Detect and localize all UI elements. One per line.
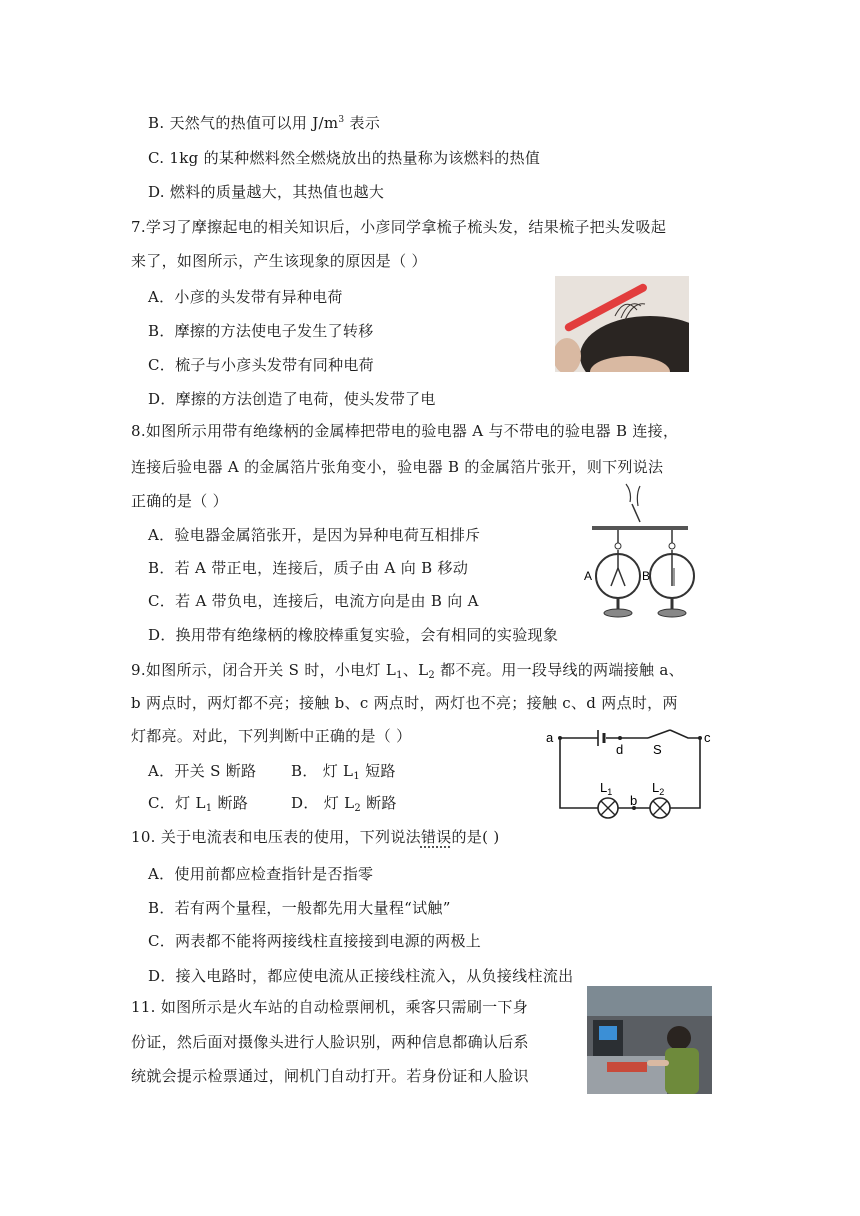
q6-option-d: D. 燃料的质量越大，其热值也越大 xyxy=(148,183,385,201)
electroscope-label-a: A xyxy=(584,569,593,583)
q9-stem-line-3: 灯都亮。对此，下列判断中正确的是（ ） xyxy=(131,727,412,745)
q8-stem-line-2: 连接后验电器 A 的金属箔片张角变小，验电器 B 的金属箔片张开，则下列说法 xyxy=(131,458,664,476)
circuit-label-c: c xyxy=(704,730,711,745)
q10-option-b: B．若有两个量程，一般都先用大量程“试触” xyxy=(148,899,451,917)
electroscope-label-b: B xyxy=(642,569,651,583)
q7-option-d: D．摩擦的方法创造了电荷，使头发带了电 xyxy=(148,390,436,408)
q8-option-a: A．验电器金属箔张开，是因为异种电荷互相排斥 xyxy=(148,526,481,544)
ticket-gate-photo xyxy=(587,986,712,1094)
q9-stem-line-2: b 两点时，两灯都不亮；接触 b、c 两点时，两灯也不亮；接触 c、d 两点时，两 xyxy=(131,694,678,712)
q11-stem-line-3: 统就会提示检票通过，闸机门自动打开。若身份证和人脸识 xyxy=(131,1067,529,1085)
q8-option-b: B．若 A 带正电，连接后，质子由 A 向 B 移动 xyxy=(148,559,469,577)
q10-option-c: C．两表都不能将两接线柱直接接到电源的两极上 xyxy=(148,932,482,950)
q10-option-a: A．使用前都应检查指针是否指零 xyxy=(148,865,374,883)
q8-stem-line-3: 正确的是（ ） xyxy=(131,492,228,510)
q8-option-d: D．换用带有绝缘柄的橡胶棒重复实验，会有相同的实验现象 xyxy=(148,626,559,644)
circuit-label-l2: $L_2$ xyxy=(652,780,665,797)
q7-stem-line-2: 来了，如图所示，产生该现象的原因是（ ） xyxy=(131,252,427,270)
q11-stem-line-1: 11. 如图所示是火车站的自动检票闸机，乘客只需刷一下身 xyxy=(131,998,529,1016)
q7-option-a: A．小彦的头发带有异种电荷 xyxy=(148,288,343,306)
comb-hair-photo xyxy=(555,276,689,372)
q6-option-c: C. 1kg 的某种燃料然全燃烧放出的热量称为该燃料的热值 xyxy=(148,149,541,167)
q10-option-d: D．接入电路时，都应使电流从正接线柱流入，从负接线柱流出 xyxy=(148,967,574,985)
q10-stem: 10. 关于电流表和电压表的使用，下列说法错误的是( ) xyxy=(131,828,500,846)
q9-option-b: B． 灯 $L_1$ 短路 xyxy=(291,762,396,782)
circuit-label-a: a xyxy=(546,730,554,745)
q9-option-d: D． 灯 $L_2$ 断路 xyxy=(291,794,397,814)
q8-option-c: C．若 A 带负电，连接后，电流方向是由 B 向 A xyxy=(148,592,479,610)
q7-stem-line-1: 7.学习了摩擦起电的相关知识后，小彦同学拿梳子梳头发，结果梳子把头发吸起 xyxy=(131,218,667,236)
circuit-diagram xyxy=(540,724,715,824)
circuit-label-l1: $L_1$ xyxy=(600,780,613,797)
circuit-label-s: S xyxy=(653,742,662,757)
q11-stem-line-2: 份证，然后面对摄像头进行人脸识别，两种信息都确认后系 xyxy=(131,1033,529,1051)
q9-option-c: C．灯 $L_1$ 断路 xyxy=(148,794,249,814)
electroscope-figure xyxy=(580,482,700,622)
q10-emphasis: 错误 xyxy=(420,828,452,846)
q7-option-c: C．梳子与小彦头发带有同种电荷 xyxy=(148,356,374,374)
q7-option-b: B．摩擦的方法使电子发生了转移 xyxy=(148,322,374,340)
q9-stem-line-1: 9.如图所示，闭合开关 S 时，小电灯 $L_1$、$L_2$ 都不亮。用一段导线的两端接触 a、 xyxy=(131,661,684,681)
circuit-label-b: b xyxy=(630,793,638,808)
circuit-label-d: d xyxy=(616,742,624,757)
q8-stem-line-1: 8.如图所示用带有绝缘柄的金属棒把带电的验电器 A 与不带电的验电器 B 连接， xyxy=(131,422,679,440)
q9-option-a: A．开关 S 断路 xyxy=(148,762,257,780)
q6-option-b: B. 天然气的热值可以用 $J/m^3$ 表示 xyxy=(148,114,381,132)
